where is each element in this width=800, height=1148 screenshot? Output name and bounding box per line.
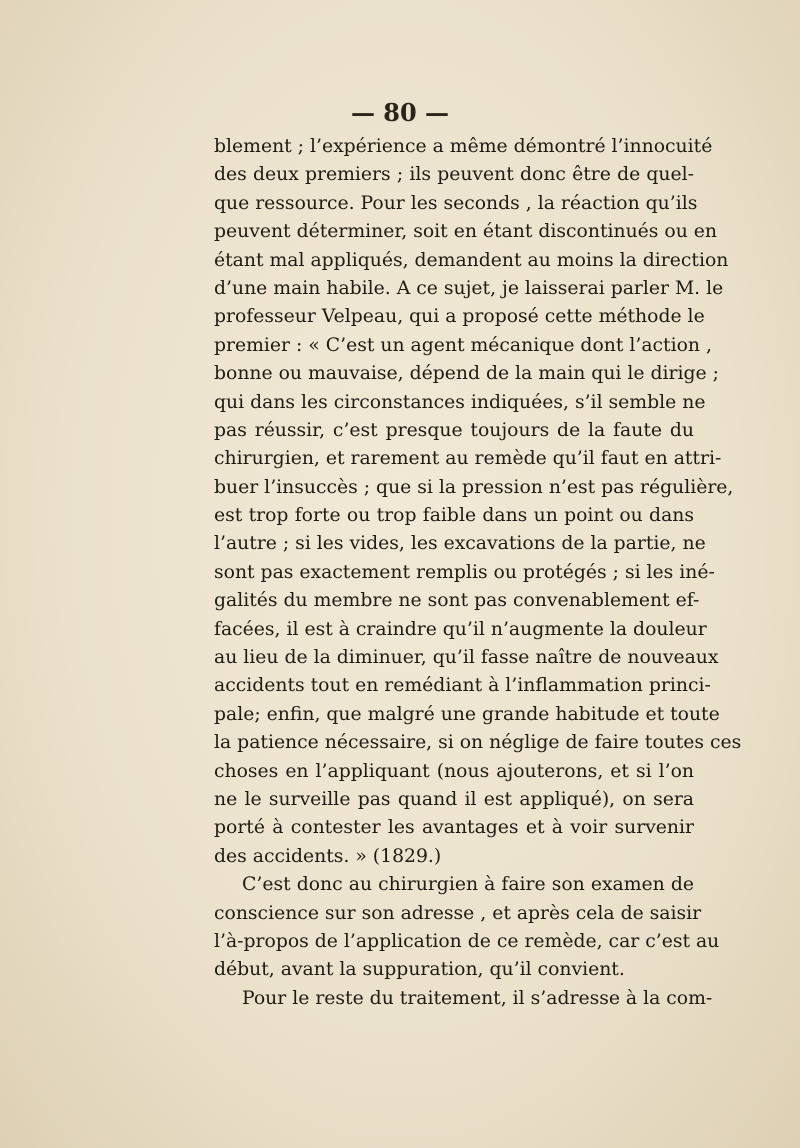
text-line: étant mal appliqués, demandent au moins la direction bbox=[214, 249, 729, 271]
text-line: facées, il est à craindre qu’il n’augmente la douleur bbox=[214, 618, 707, 640]
text-line: blement ; l’expérience a même démontré l’innocuité bbox=[214, 136, 713, 157]
text-line: qui dans les circonstances indiquées, s’il semble ne bbox=[214, 391, 706, 413]
text-line: buer l’insuccès ; que si la pression n’est pas régulière, bbox=[214, 476, 734, 498]
text-line: bonne ou mauvaise, dépend de la main qui le dirige ; bbox=[214, 363, 719, 385]
text-line: que ressource. Pour les seconds , la réaction qu’ils bbox=[214, 192, 698, 214]
text-line: au lieu de la diminuer, qu’il fasse naître de nouveaux bbox=[214, 647, 719, 669]
text-line: conscience sur son adresse , et après cela de saisir bbox=[214, 902, 702, 924]
text-line: l’à-propos de l’application de ce remède, car c’est au bbox=[214, 930, 720, 952]
text-line: professeur Velpeau, qui a proposé cette méthode le bbox=[214, 306, 705, 328]
text-line: accidents tout en remédiant à l’inflammation princi- bbox=[214, 675, 711, 697]
page-number: — 80 — bbox=[350, 98, 450, 127]
text-line: galités du membre ne sont pas convenablement ef- bbox=[214, 590, 700, 612]
text-line: chirurgien, et rarement au remède qu’il faut en attri- bbox=[214, 448, 722, 470]
text-line: pas réussir, c’est presque toujours de la faute du bbox=[214, 419, 694, 441]
text-line: pale; enfin, que malgré une grande habitude et toute bbox=[214, 703, 720, 725]
body-text bbox=[214, 133, 742, 1013]
text-line: choses en l’appliquant (nous ajouterons, et si l’on bbox=[214, 760, 694, 782]
text-line: début, avant la suppuration, qu’il convient. bbox=[214, 959, 625, 981]
text-line: porté à contester les avantages et à voir survenir bbox=[214, 817, 694, 839]
text-line: premier : « C’est un agent mécanique dont l’action , bbox=[214, 334, 712, 356]
text-line: sont pas exactement remplis ou protégés ; si les iné- bbox=[214, 561, 715, 583]
text-line: des deux premiers ; ils peuvent donc être de quel- bbox=[214, 164, 694, 186]
text-line: peuvent déterminer, soit en étant discontinués ou en bbox=[214, 221, 717, 243]
text-line: des accidents. » (1829.) bbox=[214, 845, 442, 867]
text-line: l’autre ; si les vides, les excavations de la partie, ne bbox=[214, 533, 706, 555]
text-line: la patience nécessaire, si on néglige de faire toutes ces bbox=[214, 732, 742, 754]
text-line: ne le surveille pas quand il est appliqué), on sera bbox=[214, 788, 694, 810]
text-line: d’une main habile. A ce sujet, je laisserai parler M. le bbox=[214, 277, 724, 299]
text-line: Pour le reste du traitement, il s’adresse à la com- bbox=[242, 987, 713, 1009]
text-line: C’est donc au chirurgien à faire son examen de bbox=[242, 874, 694, 896]
text-line: est trop forte ou trop faible dans un point ou dans bbox=[214, 505, 694, 527]
